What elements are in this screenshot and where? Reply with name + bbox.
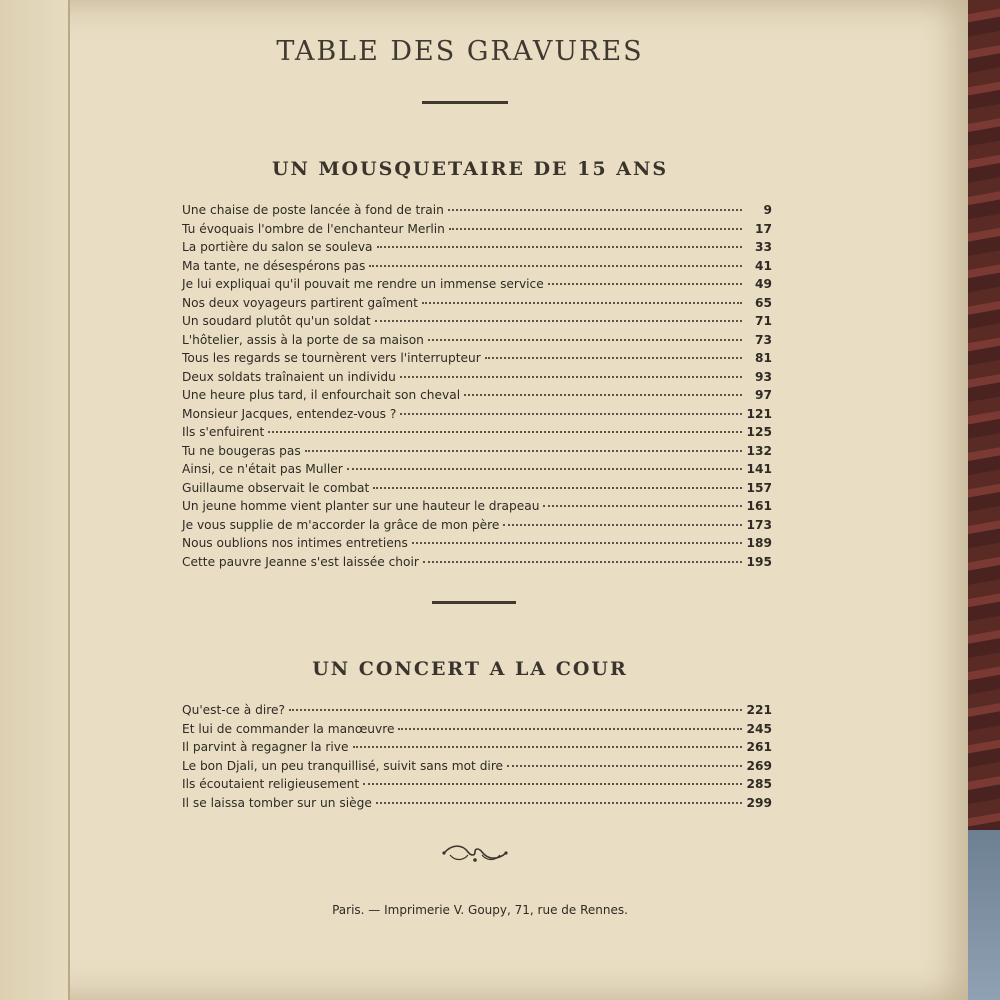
toc-entry-label: Je vous supplie de m'accorder la grâce de mon père bbox=[182, 517, 500, 532]
fleuron-ornament-icon bbox=[440, 840, 510, 866]
dot-leader bbox=[448, 209, 742, 211]
dot-leader bbox=[363, 783, 742, 785]
toc-entry-page-number: 221 bbox=[746, 703, 772, 717]
dot-leader bbox=[422, 302, 742, 304]
toc-entry-page-number: 261 bbox=[746, 740, 772, 754]
dot-leader bbox=[305, 450, 742, 452]
toc-entry bbox=[182, 759, 772, 778]
toc-list-concert bbox=[182, 703, 772, 814]
dot-leader bbox=[347, 468, 742, 470]
toc-entry-label: Qu'est-ce à dire? bbox=[182, 703, 285, 717]
toc-entry-label: Une heure plus tard, il enfourchait son cheval bbox=[182, 388, 461, 402]
toc-entry-label: La portière du salon se souleva bbox=[182, 240, 373, 254]
toc-entry bbox=[182, 388, 772, 407]
toc-entry-page-number: 245 bbox=[746, 721, 772, 736]
dot-leader bbox=[377, 246, 742, 248]
toc-entry bbox=[182, 351, 772, 370]
toc-entry-page-number: 125 bbox=[746, 425, 772, 439]
toc-entry-page-number: 81 bbox=[755, 351, 772, 365]
toc-entry-page-number: 141 bbox=[746, 462, 772, 476]
toc-entry-page-number: 299 bbox=[746, 795, 772, 810]
dot-leader bbox=[428, 339, 742, 341]
printer-imprint: Paris. — Imprimerie V. Goupy, 71, rue de Rennes. bbox=[332, 903, 628, 917]
toc-entry bbox=[182, 259, 772, 278]
toc-entry-page-number: 285 bbox=[746, 777, 772, 791]
toc-entry-label: Tu évoquais l'ombre de l'enchanteur Merlin bbox=[182, 221, 445, 236]
toc-entry-page-number: 189 bbox=[746, 536, 772, 550]
title-divider bbox=[422, 101, 508, 104]
toc-entry bbox=[182, 240, 772, 259]
toc-entry-label: Nos deux voyageurs partirent gaîment bbox=[182, 295, 418, 310]
dot-leader bbox=[375, 320, 742, 322]
toc-entry-label: Il parvint à regagner la rive bbox=[182, 740, 349, 754]
toc-entry-label: Tous les regards se tournèrent vers l'interrupteur bbox=[182, 351, 481, 365]
background-surface bbox=[968, 830, 1000, 1000]
section-heading-concert: UN CONCERT A LA COUR bbox=[312, 658, 628, 680]
left-page-edge bbox=[0, 0, 70, 1000]
toc-entry bbox=[182, 796, 772, 815]
toc-entry-label: Cette pauvre Jeanne s'est laissée choir bbox=[182, 554, 419, 569]
dot-leader bbox=[268, 431, 742, 433]
toc-entry-page-number: 157 bbox=[746, 480, 772, 495]
dot-leader bbox=[485, 357, 742, 359]
section-divider bbox=[432, 601, 516, 604]
toc-entry bbox=[182, 462, 772, 481]
toc-entry bbox=[182, 425, 772, 444]
dot-leader bbox=[548, 283, 742, 285]
dot-leader bbox=[449, 228, 742, 230]
toc-entry bbox=[182, 703, 772, 722]
toc-entry bbox=[182, 722, 772, 741]
dot-leader bbox=[503, 524, 742, 526]
toc-entry-page-number: 161 bbox=[746, 499, 772, 513]
toc-entry-page-number: 121 bbox=[746, 406, 772, 421]
toc-entry bbox=[182, 314, 772, 333]
toc-entry bbox=[182, 203, 772, 222]
dot-leader bbox=[400, 413, 742, 415]
toc-entry-label: Ma tante, ne désespérons pas bbox=[182, 258, 366, 273]
toc-entry-page-number: 71 bbox=[755, 314, 772, 328]
toc-entry bbox=[182, 296, 772, 315]
toc-entry-label: Ils s'enfuirent bbox=[182, 425, 265, 439]
toc-entry-label: Et lui de commander la manœuvre bbox=[182, 721, 395, 736]
toc-entry-page-number: 33 bbox=[755, 240, 772, 254]
toc-entry bbox=[182, 222, 772, 241]
toc-entry-label: Un soudard plutôt qu'un soldat bbox=[182, 314, 371, 328]
toc-entry bbox=[182, 407, 772, 426]
toc-entry-label: Guillaume observait le combat bbox=[182, 480, 370, 495]
book-binding-cover bbox=[968, 0, 1000, 830]
dot-leader bbox=[400, 376, 742, 378]
dot-leader bbox=[289, 709, 742, 711]
toc-entry-label: Une chaise de poste lancée à fond de train bbox=[182, 203, 444, 217]
dot-leader bbox=[398, 728, 742, 730]
toc-entry-page-number: 93 bbox=[755, 369, 772, 384]
toc-entry-label: L'hôtelier, assis à la porte de sa maison bbox=[182, 332, 424, 347]
toc-entry-label: Un jeune homme vient planter sur une hauteur le drapeau bbox=[182, 499, 540, 513]
toc-entry-label: Ainsi, ce n'était pas Muller bbox=[182, 462, 343, 476]
toc-entry-page-number: 195 bbox=[746, 554, 772, 569]
toc-entry bbox=[182, 777, 772, 796]
dot-leader bbox=[369, 265, 742, 267]
toc-entry-page-number: 269 bbox=[746, 758, 772, 773]
toc-entry bbox=[182, 499, 772, 518]
toc-entry-page-number: 73 bbox=[755, 332, 772, 347]
toc-entry-label: Il se laissa tomber sur un siège bbox=[182, 795, 372, 810]
dot-leader bbox=[507, 765, 742, 767]
toc-entry bbox=[182, 277, 772, 296]
toc-entry-label: Je lui expliquai qu'il pouvait me rendre un immense service bbox=[182, 277, 544, 291]
toc-entry bbox=[182, 518, 772, 537]
toc-entry-page-number: 65 bbox=[755, 295, 772, 310]
toc-entry bbox=[182, 444, 772, 463]
toc-entry bbox=[182, 740, 772, 759]
toc-entry-page-number: 173 bbox=[746, 517, 772, 532]
toc-entry-label: Le bon Djali, un peu tranquillisé, suivit sans mot dire bbox=[182, 758, 504, 773]
toc-entry-page-number: 132 bbox=[746, 443, 772, 458]
toc-entry-label: Deux soldats traînaient un individu bbox=[182, 369, 396, 384]
toc-entry-label: Ils écoutaient religieusement bbox=[182, 777, 360, 791]
toc-list-mousquetaire bbox=[182, 203, 772, 573]
dot-leader bbox=[376, 802, 742, 804]
dot-leader bbox=[373, 487, 742, 489]
section-heading-mousquetaire: UN MOUSQUETAIRE DE 15 ANS bbox=[271, 158, 669, 180]
toc-entry-label: Tu ne bougeras pas bbox=[182, 443, 301, 458]
toc-entry bbox=[182, 536, 772, 555]
dot-leader bbox=[353, 746, 742, 748]
page-title: TABLE DES GRAVURES bbox=[276, 36, 644, 67]
toc-entry-page-number: 97 bbox=[755, 388, 772, 402]
dot-leader bbox=[464, 394, 742, 396]
toc-entry bbox=[182, 555, 772, 574]
toc-entry-page-number: 9 bbox=[763, 203, 772, 217]
toc-entry-page-number: 41 bbox=[755, 258, 772, 273]
dot-leader bbox=[543, 505, 742, 507]
toc-entry-page-number: 17 bbox=[755, 221, 772, 236]
toc-entry bbox=[182, 370, 772, 389]
dot-leader bbox=[423, 561, 742, 563]
toc-entry-page-number: 49 bbox=[755, 277, 772, 291]
dot-leader bbox=[412, 542, 742, 544]
toc-entry-label: Nous oublions nos intimes entretiens bbox=[182, 536, 408, 550]
toc-entry bbox=[182, 333, 772, 352]
toc-entry-label: Monsieur Jacques, entendez-vous ? bbox=[182, 406, 397, 421]
toc-entry bbox=[182, 481, 772, 500]
